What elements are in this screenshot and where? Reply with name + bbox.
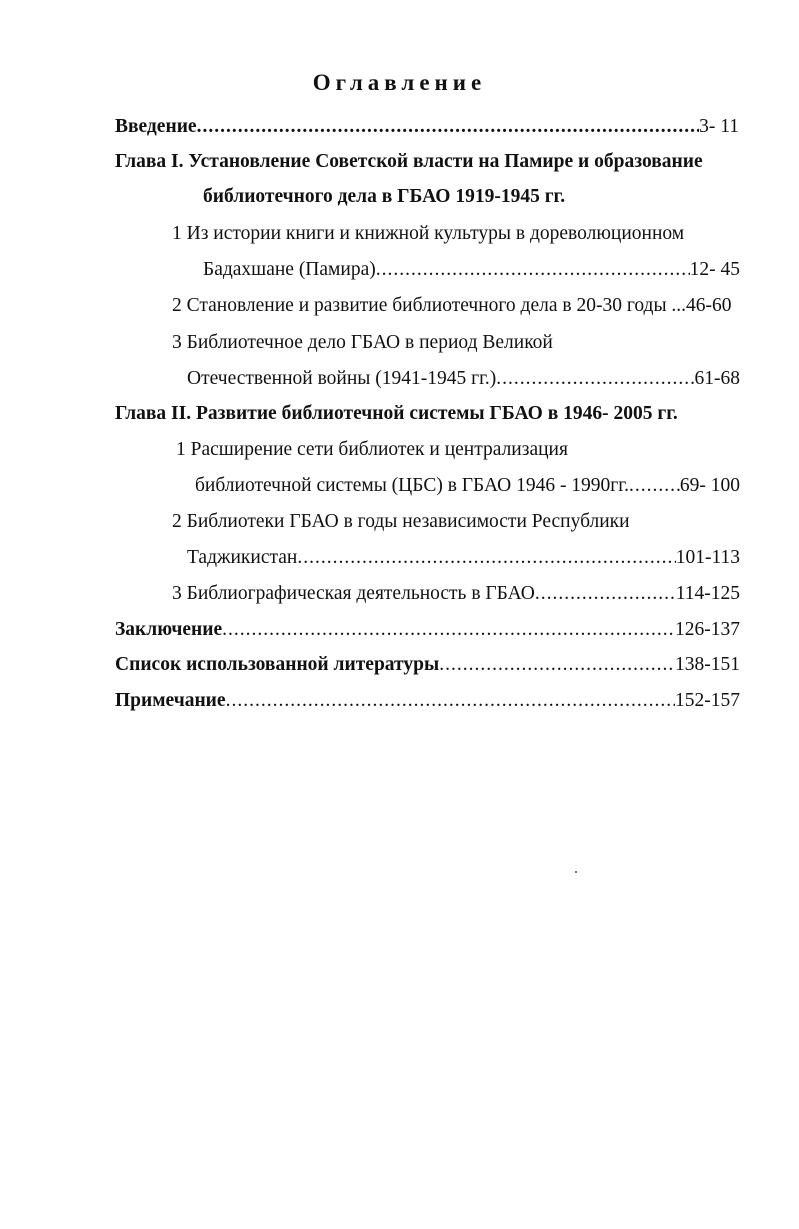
- toc-entry-text: Таджикистан: [187, 547, 298, 568]
- toc-page-numbers: 114-125: [675, 583, 740, 604]
- toc-entry-text: Примечание: [115, 690, 226, 711]
- toc-entry-text: Список использованной литературы: [115, 654, 440, 675]
- dot-leader: [629, 473, 680, 499]
- toc-entry-intro: [115, 114, 739, 140]
- toc-page-numbers: 69- 100: [679, 475, 740, 496]
- toc-chapter-2: Глава II. Развитие библиотечной системы ГБАО в 1946- 2005 гг.: [115, 403, 678, 424]
- toc-chapter-1-line2: библиотечного дела в ГБАО 1919-1945 гг.: [203, 186, 566, 207]
- toc-section-2-3: [172, 581, 740, 607]
- scan-speck: [575, 871, 577, 873]
- dot-leader: [535, 581, 676, 607]
- dot-leader: [439, 652, 675, 678]
- toc-entry-text: Отечественной войны (1941-1945 гг.): [187, 368, 497, 389]
- toc-entry-text: Бадахшане (Памира): [203, 259, 376, 280]
- toc-entry-conclusion: [115, 617, 740, 643]
- toc-page-numbers: 3- 11: [699, 116, 739, 137]
- toc-section-2-2-line1: 2 Библиотеки ГБАО в годы независимости Республики: [172, 511, 630, 532]
- toc-entry-references: [115, 652, 740, 678]
- toc-entry-text: Введение: [115, 116, 197, 137]
- dot-leader: [222, 617, 675, 643]
- toc-entry-notes: [115, 688, 740, 714]
- toc-section-1-2: 2 Становление и развитие библиотечного дела в 20-30 годы ...46-60: [172, 295, 732, 316]
- toc-section-1-3-line2: [187, 366, 740, 392]
- toc-page-numbers: 101-113: [675, 547, 740, 568]
- dot-leader: [226, 688, 675, 714]
- toc-section-1-1-line2: [203, 257, 740, 283]
- toc-section-1-3-line1: 3 Библиотечное дело ГБАО в период Великой: [172, 332, 553, 353]
- dot-leader: [197, 114, 700, 140]
- page-title: Оглавление: [312, 70, 487, 95]
- toc-entry-text: библиотечной системы (ЦБС) в ГБАО 1946 - 1990гг.: [195, 475, 629, 496]
- dot-leader: [297, 545, 675, 571]
- toc-page-numbers: 61-68: [694, 368, 740, 389]
- toc-section-1-1-line1: 1 Из истории книги и книжной культуры в дореволюционном: [172, 223, 685, 244]
- toc-section-2-2-line2: [187, 545, 740, 571]
- toc-entry-text: Заключение: [115, 619, 223, 640]
- toc-section-2-1-line1: 1 Расширение сети библиотек и централизация: [176, 439, 568, 460]
- toc-page-numbers: 126-137: [675, 619, 740, 640]
- toc-page-numbers: 12- 45: [689, 259, 740, 280]
- toc-page-numbers: 152-157: [675, 690, 740, 711]
- toc-page-numbers: 138-151: [675, 654, 740, 675]
- toc-section-2-1-line2: [195, 473, 740, 499]
- dot-leader: [376, 257, 690, 283]
- toc-entry-text: 3 Библиографическая деятельность в ГБАО: [172, 583, 535, 604]
- dot-leader: [496, 366, 694, 392]
- toc-chapter-1-line1: Глава I. Установление Советской власти на Памире и образование: [115, 151, 703, 172]
